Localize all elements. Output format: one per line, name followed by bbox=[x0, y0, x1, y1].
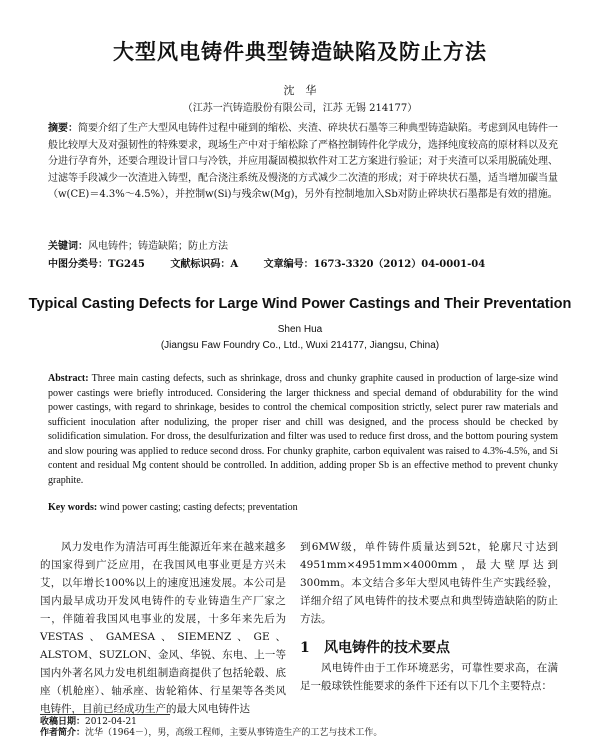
english-abstract-label: Abstract: bbox=[48, 373, 89, 384]
chinese-keywords bbox=[48, 237, 558, 252]
chinese-abstract bbox=[48, 121, 558, 204]
chinese-keywords-label: 关键词： bbox=[48, 241, 88, 252]
chinese-author: 沈 华 bbox=[283, 84, 317, 97]
classification-line bbox=[48, 255, 558, 270]
section-number: 1 bbox=[300, 640, 310, 656]
english-affiliation: (Jiangsu Faw Foundry Co., Ltd., Wuxi 214177, Jiangsu, China) bbox=[160, 340, 440, 351]
author-bio: 作者简介：沈华（1964－），男，高级工程师，主要从事铸造生产的工艺与技术工作。 bbox=[40, 728, 383, 738]
english-abstract-text: Three main casting defects, such as shrinkage, dross and chunky graphite caused in production of large-size wind power castings were briefly introduced. Considering the larger thickness and special demand of obdurability for the wind power castings, with regard to shrinkage, besides to control the chemical composition strictly, select purer raw materials and sufficient inoculation after nodulizing, the proper riser and chill was designed, and the process should be checked by solidification simulation. For dross, the desulfurization and filter was used to reduce first dross, and the bottom pouring system and slow pouring was applied to reduce second dross. For chunky graphite, carbon equivalent was raised to 4.3%-4.5%, and Si content and residual Mg content should be controlled. In addition, adding proper Sb is an effective method to prevent chunky graphite. bbox=[48, 373, 558, 486]
english-abstract bbox=[48, 372, 558, 488]
body-right-paragraph: 到6MW级，单件铸件质量达到52t，轮廓尺寸达到4951mm×4951mm×4000mm，最大壁厚达到300mm。本文结合多年大型风电铸件生产实践经验，详细介绍了风电铸件的技术要点和典型铸造缺陷的防止方法。 bbox=[300, 541, 558, 625]
chinese-title: 大型风电铸件典型铸造缺陷及防止方法 bbox=[113, 39, 487, 64]
chinese-abstract-text: 简要介绍了生产大型风电铸件过程中碰到的缩松、夹渣、碎块状石墨等三种典型铸造缺陷。考虑到风电铸件一般比较厚大及对强韧性的特殊要求，现场生产中对于缩松除了严格控制铸件化学成分，选择纯度较高的原材料以及充分进行孕育外，还要合理设计冒口与冷铁，并应用凝固模拟软件对工艺方案进行验证；对于夹渣可以采用脱硫处理、过滤等手段减少一次渣进入铸型，配合浇注系统及慢浇的方式减少二次渣的形成；对于碎块状石墨，适当增加碳当量（w(CE)＝4.3%～4.5%），并控制w(Si)与残余w(Mg)，另外有控制地加入Sb对防止碎块状石墨都是有效的措施。 bbox=[48, 123, 558, 200]
document-code: 文献标识码：A bbox=[170, 259, 239, 270]
footnote bbox=[40, 717, 560, 739]
chinese-affiliation: （江苏一汽铸造股份有限公司，江苏 无锡 214177） bbox=[182, 103, 418, 114]
english-keywords bbox=[48, 502, 558, 513]
section-paragraph: 风电铸件由于工作环境恶劣，可靠性要求高，在满足一般球铁性能要求的条件下还有以下几个主要特点： bbox=[300, 662, 558, 692]
clc-number: 中图分类号：TG245 bbox=[48, 259, 145, 270]
footnote-divider bbox=[40, 714, 170, 715]
received-date: 收稿日期：2012-04-21 bbox=[40, 717, 137, 727]
body-right-column bbox=[300, 538, 558, 628]
english-author: Shen Hua bbox=[277, 324, 323, 335]
article-number: 文章编号：1673-3320（2012）04-0001-04 bbox=[263, 259, 486, 270]
body-left-column: 风力发电作为清洁可再生能源近年来在越来越多的国家得到广泛应用，在我国风电事业更是方兴未艾，以年增长100%以上的速度迅速发展。本公司是国内最早成功开发风电铸件的专业铸造生产厂家之一，伴随着我国风电事业的发展，十多年来先后为VESTAS、GAMESA、SIEMENZ、GE、ALSTOM、SUZLON、金风、华锐、东电、上一等国内外著名风力发电机组制造商提供了包括轮毂、底座（机舱座）、轴承座、齿轮箱体、行星架等各类风电铸件，目前已经成功生产的最大风电铸件达 bbox=[40, 541, 286, 715]
english-keywords-text: wind power casting; casting defects; preventation bbox=[97, 502, 298, 513]
english-keywords-label: Key words: bbox=[48, 502, 98, 513]
section-heading bbox=[300, 637, 558, 657]
section-title: 风电铸件的技术要点 bbox=[324, 640, 450, 656]
english-title: Typical Casting Defects for Large Wind Power Castings and Their Preventation bbox=[28, 296, 572, 312]
chinese-keywords-text: 风电铸件；铸造缺陷；防止方法 bbox=[88, 241, 228, 252]
chinese-abstract-label: 摘要： bbox=[48, 123, 78, 134]
